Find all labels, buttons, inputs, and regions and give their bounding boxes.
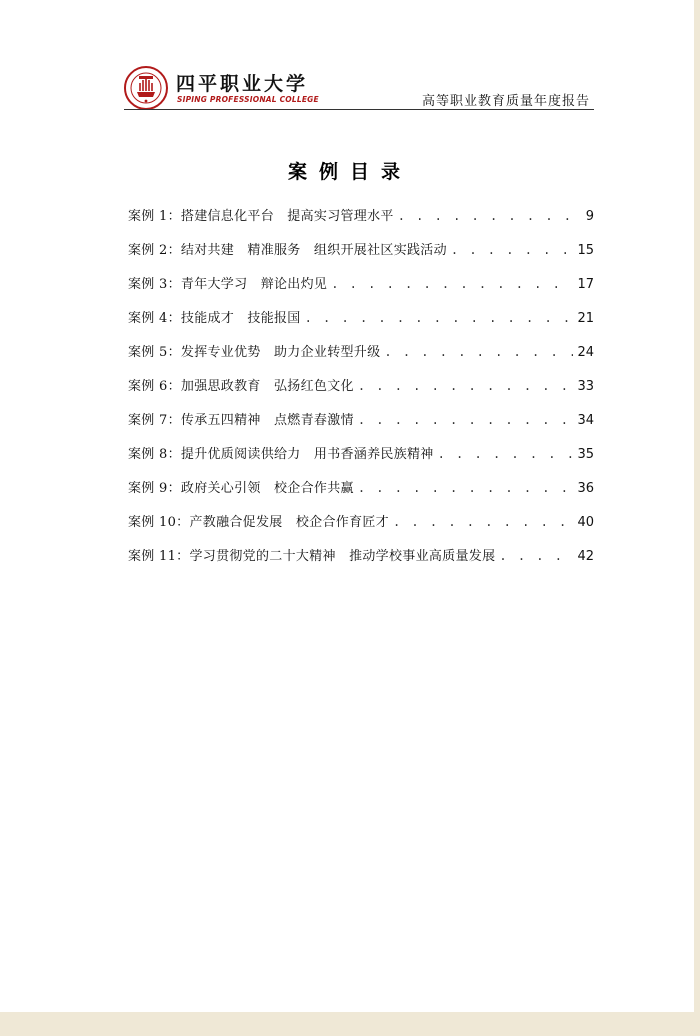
toc-leader: [331, 271, 573, 297]
toc-entry[interactable]: [128, 339, 594, 373]
toc-entry[interactable]: [128, 203, 594, 237]
toc-entry-page: 40: [577, 515, 594, 530]
toc-entry-page: 35: [577, 447, 594, 462]
toc-leader: [451, 237, 574, 263]
toc-leader: [393, 509, 573, 535]
toc-entry[interactable]: [128, 475, 594, 509]
toc-entry-label: 案例 8：提升优质阅读供给力 用书香涵养民族精神: [128, 447, 434, 462]
toc-entry[interactable]: [128, 543, 594, 577]
toc-entry-page: 24: [577, 345, 594, 360]
toc-leader: [305, 305, 574, 331]
toc-entry-label: 案例 5：发挥专业优势 助力企业转型升级: [128, 345, 381, 360]
toc-entry[interactable]: [128, 237, 594, 271]
toc-entry-label: 案例 6：加强思政教育 弘扬红色文化: [128, 379, 354, 394]
toc-leader: [358, 475, 574, 501]
toc-entry-label: 案例 11：学习贯彻党的二十大精神 推动学校事业高质量发展: [128, 549, 496, 564]
toc-leader: [499, 543, 573, 569]
toc-title: 案例目录: [287, 161, 412, 183]
toc-entry[interactable]: [128, 509, 594, 543]
toc-entry-label: 案例 2：结对共建 精准服务 组织开展社区实践活动: [128, 243, 447, 258]
toc-entry[interactable]: [128, 305, 594, 339]
toc-leader: [438, 441, 574, 467]
toc-entry-page: 33: [577, 379, 594, 394]
toc-entry[interactable]: [128, 373, 594, 407]
page-header: [124, 64, 594, 112]
toc-entry-label: 案例 10：产教融合促发展 校企合作育匠才: [128, 515, 389, 530]
toc-leader: [384, 339, 573, 365]
school-name-en: SIPING PROFESSIONAL COLLEGE: [177, 95, 319, 104]
toc-entry-page: 9: [585, 209, 594, 224]
header-divider: [124, 109, 594, 110]
toc-leader: [358, 373, 574, 399]
toc-list: [128, 203, 594, 577]
toc-entry-label: 案例 9：政府关心引领 校企合作共赢: [128, 481, 354, 496]
report-title: 高等职业教育质量年度报告: [421, 94, 590, 109]
toc-entry-page: 36: [577, 481, 594, 496]
toc-entry-page: 34: [577, 413, 594, 428]
toc-entry-label: 案例 3：青年大学习 辩论出灼见: [128, 277, 328, 292]
school-name-cn: 四平职业大学: [176, 73, 309, 95]
toc-entry-label: 案例 7：传承五四精神 点燃青春激情: [128, 413, 354, 428]
toc-leader: [398, 203, 582, 229]
toc-entry-page: 17: [577, 277, 594, 292]
toc-entry-page: 42: [577, 549, 594, 564]
toc-entry-label: 案例 4：技能成才 技能报国: [128, 311, 301, 326]
toc-entry-page: 21: [577, 311, 594, 326]
school-seal-icon: [124, 66, 168, 110]
toc-leader: [358, 407, 574, 433]
toc-entry-label: 案例 1：搭建信息化平台 提高实习管理水平: [128, 209, 394, 224]
toc-entry-page: 15: [577, 243, 594, 258]
toc-entry[interactable]: [128, 407, 594, 441]
toc-entry[interactable]: [128, 441, 594, 475]
toc-entry[interactable]: [128, 271, 594, 305]
